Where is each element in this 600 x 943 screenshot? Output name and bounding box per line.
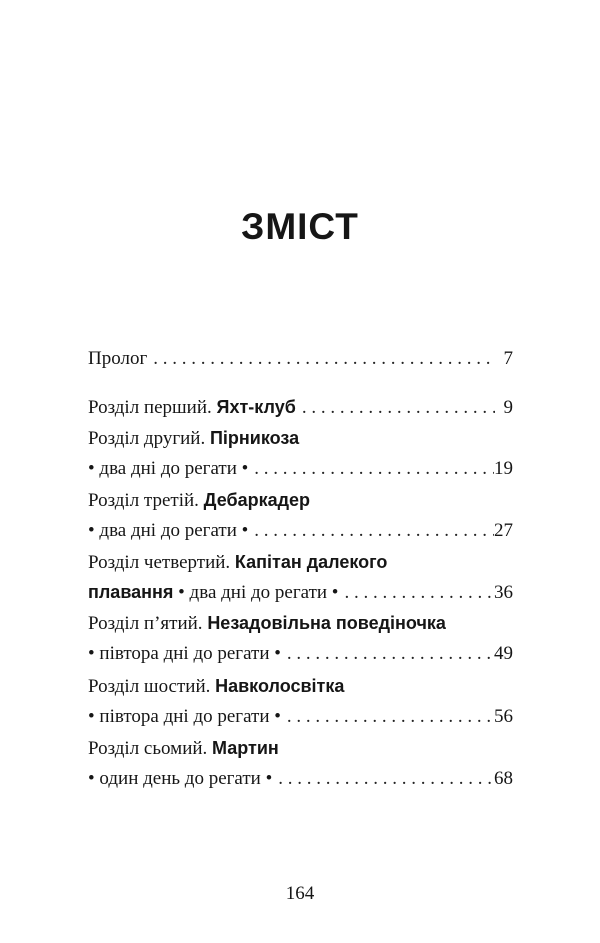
chapter-subtitle: • півтора дні до регати •	[88, 706, 281, 727]
toc-entry-title	[88, 577, 338, 608]
toc-entry-chapter-7[interactable]	[88, 764, 513, 794]
dot-leader	[248, 454, 494, 484]
toc-page-number: 27	[494, 520, 513, 541]
chapter-label: Розділ шостий.	[88, 676, 211, 697]
dot-leader	[296, 393, 495, 423]
chapter-name: Навколосвітка	[215, 676, 345, 696]
page-number: 164	[285, 883, 315, 904]
chapter-name: Яхт-клуб	[216, 397, 296, 417]
chapter-name: Дебаркадер	[203, 490, 311, 510]
toc-entry-chapter-2-heading[interactable]	[88, 423, 513, 453]
toc-page-number: 7	[503, 348, 513, 369]
chapter-subtitle: • два дні до регати •	[88, 520, 249, 541]
chapter-name: Пірникоза	[209, 428, 300, 448]
toc-entry-chapter-4[interactable]	[88, 577, 513, 607]
chapter-subtitle: • півтора дні до регати •	[88, 643, 281, 664]
toc-page-number: 56	[494, 706, 513, 727]
toc-page-number: 36	[494, 582, 513, 603]
toc-entry-chapter-6-heading[interactable]	[88, 671, 513, 701]
dot-leader	[248, 516, 494, 546]
chapter-label: Розділ четвертий.	[88, 552, 231, 573]
toc-entry-prologue[interactable]	[88, 344, 513, 374]
toc-entry-chapter-3[interactable]	[88, 516, 513, 546]
dot-leader	[281, 702, 494, 732]
chapter-subtitle: • два дні до регати •	[178, 582, 339, 603]
chapter-label: Розділ третій.	[88, 490, 199, 511]
toc-page-number: 9	[503, 397, 513, 418]
toc-entry-chapter-1[interactable]	[88, 392, 513, 422]
toc-entry-chapter-5[interactable]	[88, 639, 513, 669]
dot-leader	[281, 639, 494, 669]
chapter-subtitle: • два дні до регати •	[88, 458, 249, 479]
chapter-name: Незадовільна поведіночка	[207, 613, 446, 633]
chapter-label: Розділ сьомий.	[88, 738, 208, 759]
toc-entry-chapter-2[interactable]	[88, 454, 513, 484]
chapter-label: Розділ перший.	[88, 397, 212, 418]
toc-entry-chapter-6[interactable]	[88, 702, 513, 732]
chapter-name: Мартин	[212, 738, 279, 758]
toc-entry-chapter-5-heading[interactable]	[88, 608, 513, 638]
toc-entry-chapter-3-heading[interactable]	[88, 485, 513, 515]
toc-entry-chapter-4-heading[interactable]	[88, 547, 513, 577]
dot-leader	[147, 344, 495, 374]
toc-page-number: 19	[494, 458, 513, 479]
chapter-label: Розділ п’ятий.	[88, 613, 203, 634]
toc-entry-title	[88, 392, 296, 423]
toc-entry-chapter-7-heading[interactable]	[88, 733, 513, 763]
page-title: ЗМІСТ	[241, 206, 359, 247]
toc-page-number: 49	[494, 643, 513, 664]
chapter-name-continued: плавання	[88, 582, 174, 602]
dot-leader	[272, 764, 494, 794]
toc-page-number: 68	[494, 768, 513, 789]
toc-entry-title: Пролог	[88, 348, 148, 369]
chapter-label: Розділ другий.	[88, 428, 206, 449]
dot-leader	[338, 578, 494, 608]
chapter-name: Капітан далекого	[234, 552, 388, 572]
chapter-subtitle: • один день до регати •	[88, 768, 273, 789]
